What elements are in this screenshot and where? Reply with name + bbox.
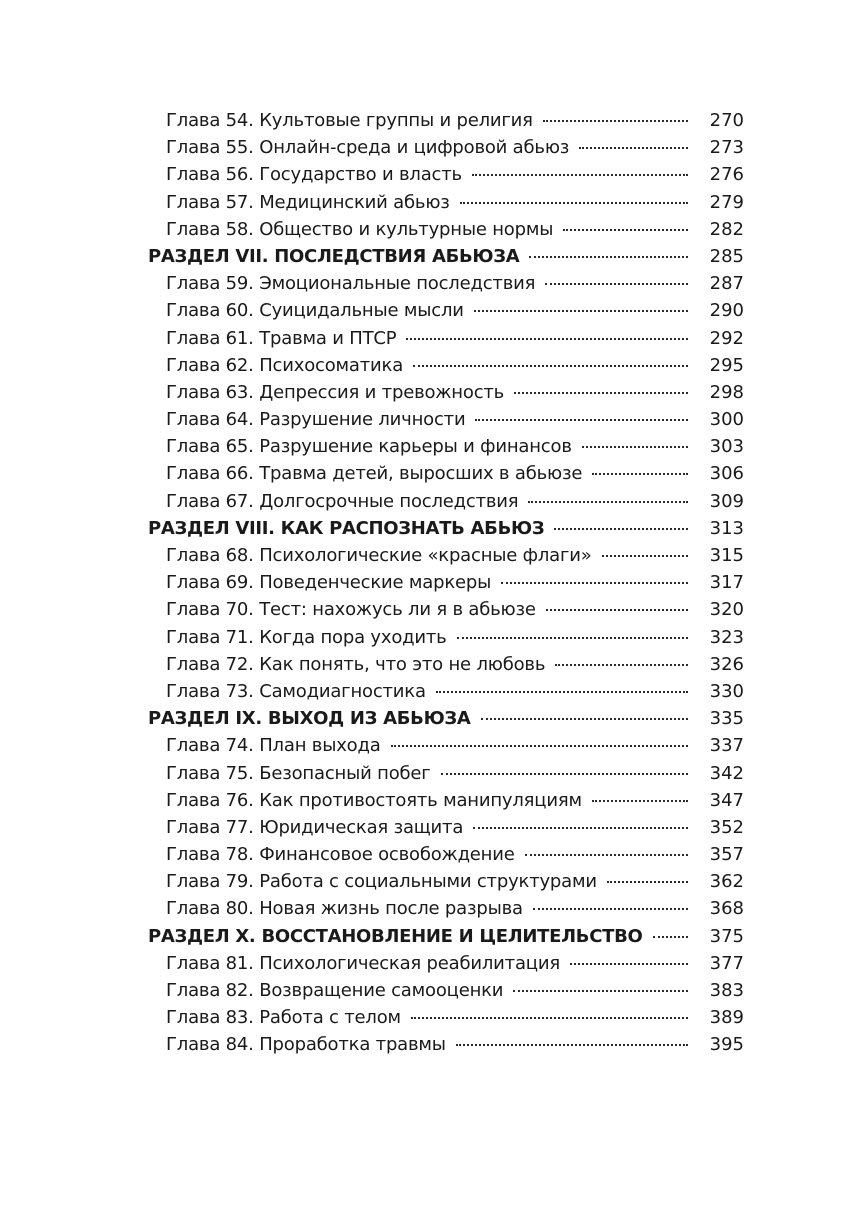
section-title: РАЗДЕЛ VIII. КАК РАСПОЗНАТЬ АБЬЮЗ [148,517,545,539]
chapter-title: Глава 70. Тест: нахожусь ли я в абьюзе [166,599,536,621]
chapter-title: Глава 61. Травма и ПТСР [166,327,397,349]
dot-leader [473,827,688,829]
page-number: 389 [709,1007,744,1029]
dot-leader [607,881,688,883]
dot-leader [546,609,688,611]
page-number: 323 [709,626,744,648]
dot-leader [474,310,688,312]
page-number: 292 [709,327,744,349]
toc-section-row [148,243,744,270]
toc-chapter-row [148,895,744,922]
toc-chapter-row [148,325,744,352]
page-number: 337 [709,735,744,757]
chapter-title: Глава 74. План выхода [166,735,381,757]
toc-chapter-row [148,624,744,651]
toc-chapter-row [148,161,744,188]
table-of-contents [148,107,744,1059]
chapter-title: Глава 66. Травма детей, выросших в абьюзе [166,463,583,485]
toc-chapter-row [148,406,744,433]
page-number: 300 [709,409,744,431]
chapter-title: Глава 80. Новая жизнь после разрыва [166,898,523,920]
chapter-title: Глава 71. Когда пора уходить [166,626,447,648]
dot-leader [513,990,688,992]
toc-chapter-row [148,1004,744,1031]
chapter-title: Глава 84. Проработка травмы [166,1034,446,1056]
chapter-title: Глава 59. Эмоциональные последствия [166,273,536,295]
toc-chapter-row [148,977,744,1004]
page-number: 342 [709,762,744,784]
dot-leader [525,854,688,856]
page-number: 320 [709,599,744,621]
page-number: 315 [709,545,744,566]
dot-leader [555,664,688,666]
toc-chapter-row [148,134,744,161]
chapter-title: Глава 81. Психологическая реабилитация [166,952,560,974]
page-number: 313 [709,517,744,539]
dot-leader [592,473,688,475]
toc-chapter-row [148,596,744,623]
dot-leader [411,1017,688,1019]
page-number: 290 [709,300,744,322]
page-number: 368 [709,898,744,920]
page-number: 377 [709,952,744,974]
chapter-title: Глава 62. Психосоматика [166,354,404,376]
dot-leader [554,528,688,530]
page-number: 276 [709,164,744,186]
page-number: 282 [709,218,744,240]
dot-leader [602,555,688,557]
toc-chapter-row [148,950,744,977]
page-number: 395 [709,1034,744,1056]
chapter-title: Глава 57. Медицинский абьюз [166,191,450,213]
page-number: 330 [709,680,744,702]
page-number: 317 [709,572,744,594]
toc-chapter-row [148,542,744,569]
page-number: 306 [709,463,744,485]
dot-leader [529,256,688,258]
page-number: 273 [709,137,744,159]
dot-leader [457,637,688,639]
chapter-title: Глава 63. Депрессия и тревожность [166,381,505,403]
dot-leader [441,773,688,775]
dot-leader [460,202,688,204]
toc-chapter-row [148,216,744,243]
chapter-title: Глава 76. Как противостоять манипуляциям [166,789,582,811]
toc-chapter-row [148,732,744,759]
toc-chapter-row [148,760,744,787]
dot-leader [472,174,688,176]
toc-chapter-row [148,379,744,406]
dot-leader [563,229,688,231]
page-number: 270 [709,110,744,131]
dot-leader [391,745,688,747]
toc-chapter-row [148,297,744,324]
chapter-title: Глава 73. Самодиагностика [166,680,426,702]
dot-leader [406,338,688,340]
dot-leader [543,120,688,122]
toc-chapter-row [148,107,744,134]
page-number: 303 [709,436,744,458]
chapter-title: Глава 72. Как понять, что это не любовь [166,653,546,675]
chapter-title: Глава 77. Юридическая защита [166,816,464,838]
page-number: 362 [709,871,744,893]
page-number: 357 [709,844,744,866]
dot-leader [528,501,688,503]
chapter-title: Глава 65. Разрушение карьеры и финансов [166,436,572,458]
dot-leader [501,582,688,584]
chapter-title: Глава 83. Работа с телом [166,1007,401,1029]
dot-leader [481,718,688,720]
page-number: 326 [709,653,744,675]
toc-chapter-row [148,460,744,487]
toc-chapter-row [148,787,744,814]
chapter-title: Глава 82. Возвращение самооценки [166,980,504,1001]
section-title: РАЗДЕЛ VII. ПОСЛЕДСТВИЯ АБЬЮЗА [148,245,520,267]
chapter-title: Глава 58. Общество и культурные нормы [166,218,554,240]
chapter-title: Глава 54. Культовые группы и религия [166,110,533,131]
page-number: 295 [709,354,744,376]
dot-leader [592,800,688,802]
chapter-title: Глава 56. Государство и власть [166,164,462,186]
dot-leader [545,283,688,285]
dot-leader [413,365,688,367]
page-number: 298 [709,381,744,403]
dot-leader [653,936,688,938]
page-number: 285 [709,245,744,267]
section-title: РАЗДЕЛ X. ВОССТАНОВЛЕНИЕ И ЦЕЛИТЕЛЬСТВО [148,925,643,947]
page-number: 383 [709,980,744,1001]
toc-chapter-row [148,651,744,678]
toc-chapter-row [148,1031,744,1058]
page-number: 309 [709,490,744,512]
toc-chapter-row [148,868,744,895]
toc-chapter-row [148,189,744,216]
chapter-title: Глава 68. Психологические «красные флаги» [166,545,592,566]
chapter-title: Глава 78. Финансовое освобождение [166,844,515,866]
page-number: 287 [709,273,744,295]
toc-section-row [148,515,744,542]
toc-chapter-row [148,352,744,379]
chapter-title: Глава 60. Суицидальные мысли [166,300,464,322]
toc-chapter-row [148,488,744,515]
page-number: 347 [709,789,744,811]
page-number: 375 [709,925,744,947]
toc-chapter-row [148,814,744,841]
toc-section-row [148,923,744,950]
page-number: 279 [709,191,744,213]
toc-chapter-row [148,569,744,596]
toc-chapter-row [148,270,744,297]
dot-leader [475,419,688,421]
toc-section-row [148,705,744,732]
section-title: РАЗДЕЛ IX. ВЫХОД ИЗ АБЬЮЗА [148,708,471,730]
chapter-title: Глава 79. Работа с социальными структурами [166,871,597,893]
toc-chapter-row [148,678,744,705]
toc-chapter-row [148,433,744,460]
chapter-title: Глава 69. Поведенческие маркеры [166,572,492,594]
chapter-title: Глава 67. Долгосрочные последствия [166,490,519,512]
dot-leader [456,1044,688,1046]
dot-leader [436,691,688,693]
dot-leader [533,908,688,910]
page-number: 352 [709,816,744,838]
dot-leader [514,392,688,394]
dot-leader [582,446,688,448]
dot-leader [570,963,688,965]
dot-leader [579,147,688,149]
page-number: 335 [709,708,744,730]
chapter-title: Глава 64. Разрушение личности [166,409,466,431]
chapter-title: Глава 55. Онлайн-среда и цифровой абьюз [166,137,570,159]
toc-chapter-row [148,841,744,868]
chapter-title: Глава 75. Безопасный побег [166,762,431,784]
